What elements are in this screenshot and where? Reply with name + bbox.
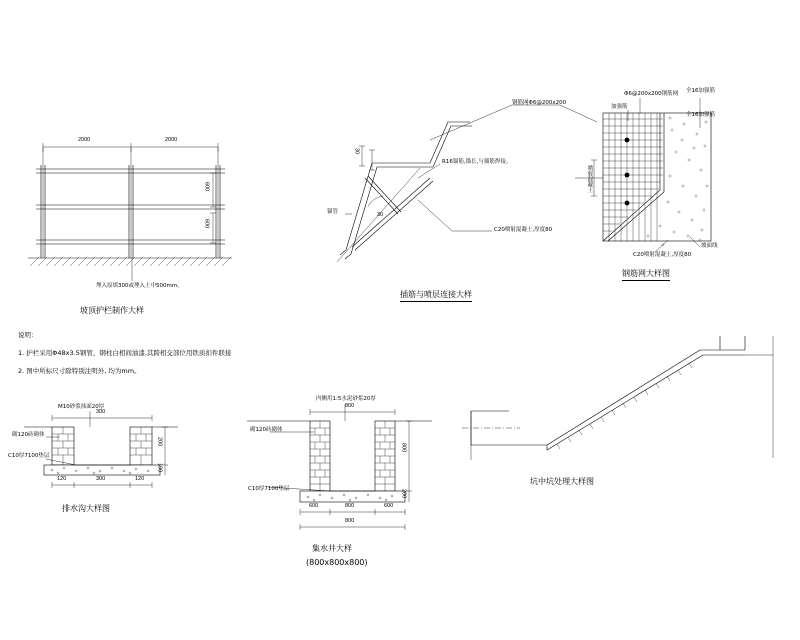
drain-base-label: C10厚7100垫层	[8, 453, 50, 459]
railing-dim-2000-left: 2000	[78, 137, 91, 143]
railing-dim-2000-right: 2000	[165, 137, 178, 143]
sump-dim-600-right: 600	[384, 503, 394, 509]
mesh-spec-label: 钢筋网Φ6@200x200	[512, 100, 567, 106]
pit-in-pit-title: 坑中坑处理大样图	[530, 477, 594, 486]
sump-dim-800-mid: 800	[345, 503, 355, 509]
notes-item-1: 1. 护栏采用Φ48х3.5钢管，钢柱白相间油漆,其跨相交部位用铁质扣件联接	[18, 349, 232, 357]
drain-dim-right-100: 100	[156, 463, 163, 473]
anchor-shotcrete-title: 插筋与喷层连接大样	[400, 289, 472, 302]
sump-dim-top-800: 800	[345, 403, 355, 409]
sump-subtitle: (800x800x800)	[306, 558, 368, 567]
drain-mortar-label: M10砂浆抹面20厚	[58, 404, 105, 410]
sump-dim-600-left: 600	[309, 503, 319, 509]
anchor-pipe-label: 锚管	[327, 209, 339, 215]
anchor-angle-30: 30	[377, 212, 384, 218]
railing-dim-600-upper: 600	[203, 182, 210, 192]
sump-base-label: C10厚7100垫层	[248, 486, 290, 492]
sump-dim-right-800: 800	[400, 443, 407, 453]
mesh-slope-line-label: 坡面线	[701, 243, 718, 249]
drain-ditch-title: 排水沟大样图	[62, 504, 110, 513]
railing-embed-note: 埋入原填300或埋入土中500mm。	[96, 283, 183, 289]
mesh-rebar-top-right: 全16加强筋	[686, 88, 715, 94]
mesh-rebar-16-second: 全16加强筋	[686, 112, 715, 118]
r16-anchor-label: R16锚筋,锚长,与插筋焊接。	[442, 159, 512, 165]
drain-brick-label: 砌120砖砌体	[12, 432, 45, 438]
sump-brick-label: 砌120砖砌体	[250, 427, 283, 433]
drain-dim-300-mid: 300	[96, 476, 106, 482]
sump-title: 集水井大样	[312, 544, 352, 553]
sump-mortar-label: 内侧用1:5水泥砂浆20厚	[316, 396, 376, 402]
drain-dim-top-300: 300	[96, 409, 106, 415]
notes-heading: 说明：	[18, 331, 38, 339]
mesh-c20-label: C20喷射混凝土,厚度80	[633, 252, 692, 258]
railing-title: 坡顶护栏制作大样	[80, 306, 144, 315]
drain-dim-120-right: 120	[135, 476, 145, 482]
sump-dim-right-200: 200	[400, 489, 407, 499]
drain-dim-120-left: 120	[57, 476, 67, 482]
mesh-detail-title: 钢筋网大样图	[622, 268, 670, 281]
mesh-strengthen-label: 加强筋	[611, 104, 628, 110]
railing-dim-600-lower: 600	[203, 219, 210, 229]
sump-dim-bottom-800: 800	[345, 518, 355, 524]
mesh-shotcrete-side-label: 喷射混凝土	[586, 165, 593, 193]
anchor-dim-30-a: 30	[353, 148, 360, 155]
drain-dim-right-200: 200	[156, 437, 163, 447]
notes-item-2: 2. 图中所标尺寸除特别注明外, 均为mm。	[18, 367, 141, 375]
c20-shotcrete-label-left: C20喷射混凝土,厚度80	[494, 227, 553, 233]
mesh-rebar-top-left: Φ6@200x200钢筋网	[624, 91, 679, 97]
